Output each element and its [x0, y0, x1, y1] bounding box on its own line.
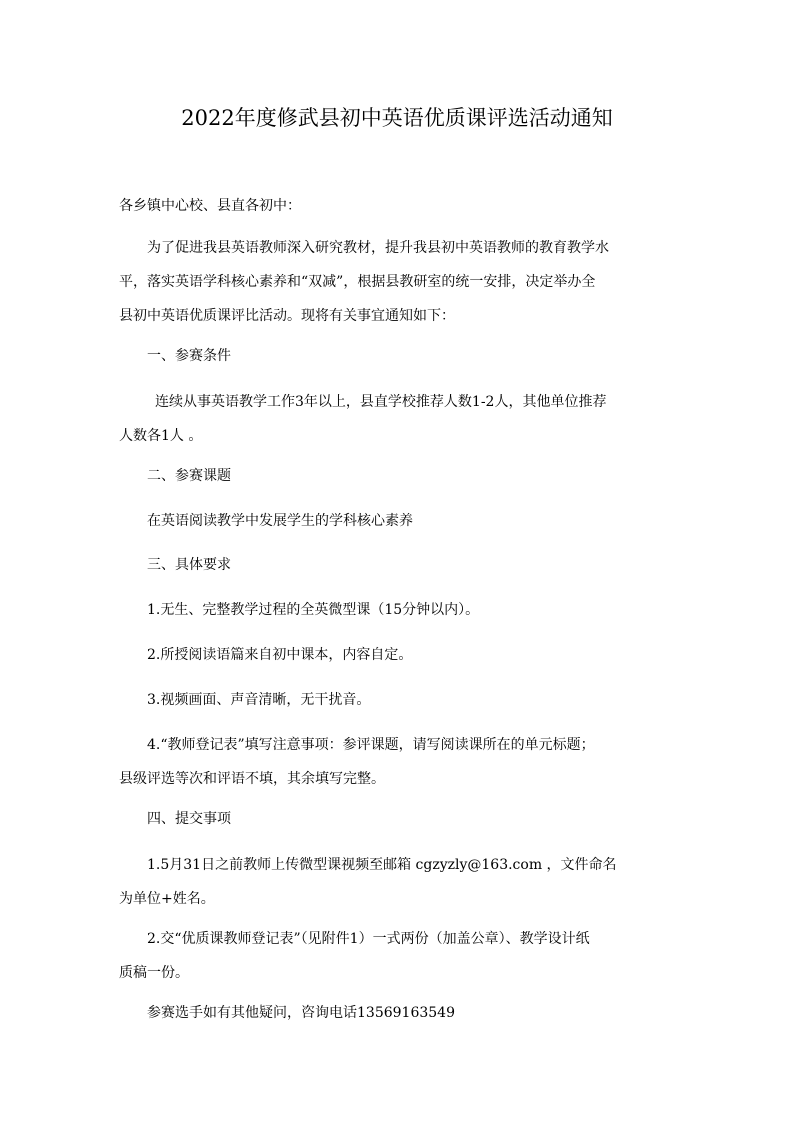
conditions-line-1: 连续从事英语教学工作3年以上，县直学校推荐人数1-2人，其他单位推荐: [155, 394, 607, 410]
intro-paragraph: [119, 231, 675, 333]
section-heading-conditions: 一、参赛条件: [147, 348, 231, 364]
salutation: 各乡镇中心校、县直各初中：: [119, 198, 301, 214]
requirement-item-3: 3.视频画面、声音清晰，无干扰音。: [147, 692, 371, 708]
conditions-line-2: 人数各1人 。: [119, 428, 203, 444]
requirement-item-4-line-2: 县级评选等次和评语不填，其余填写完整。: [119, 771, 385, 787]
topic-text: 在英语阅读教学中发展学生的学科核心素养: [147, 513, 413, 529]
submission-item-1: [119, 848, 675, 916]
intro-line-3: 县初中英语优质课评比活动。现将有关事宜通知如下：: [119, 308, 455, 324]
intro-line-2: 平，落实英语学科核心素养和“双减”，根据县教研室的统一安排，决定举办全: [119, 274, 596, 290]
requirement-item-1: 1.无生、完整教学过程的全英微型课（15分钟以内）。: [147, 602, 480, 618]
submission-item-1-line-1: 1.5月31日之前教师上传微型课视频至邮箱 cgzyzly@163.com ，文件命名: [147, 857, 617, 873]
section-heading-submission: 四、提交事项: [147, 811, 231, 827]
requirement-item-4-line-1: 4.“教师登记表”填写注意事项：参评课题，请写阅读课所在的单元标题；: [147, 737, 595, 753]
document-title: 2022年度修武县初中英语优质课评选活动通知: [181, 106, 613, 130]
requirement-item-4: [119, 728, 675, 796]
conditions-paragraph: [119, 385, 675, 453]
requirement-item-2: 2.所授阅读语篇来自初中课本，内容自定。: [147, 647, 413, 663]
submission-item-1-line-2: 为单位+姓名。: [119, 891, 215, 907]
section-heading-topic: 二、参赛课题: [147, 468, 231, 484]
submission-item-2: [119, 922, 675, 990]
section-heading-requirements: 三、具体要求: [147, 557, 231, 573]
submission-item-2-line-1: 2.交“优质课教师登记表”（见附件1）一式两份（加盖公章）、教学设计纸: [147, 931, 590, 947]
submission-item-2-line-2: 质稿一份。: [119, 965, 189, 981]
contact-line: 参赛选手如有其他疑问，咨询电话13569163549: [147, 1005, 455, 1021]
intro-line-1: 为了促进我县英语教师深入研究教材，提升我县初中英语教师的教育教学水: [147, 240, 609, 256]
